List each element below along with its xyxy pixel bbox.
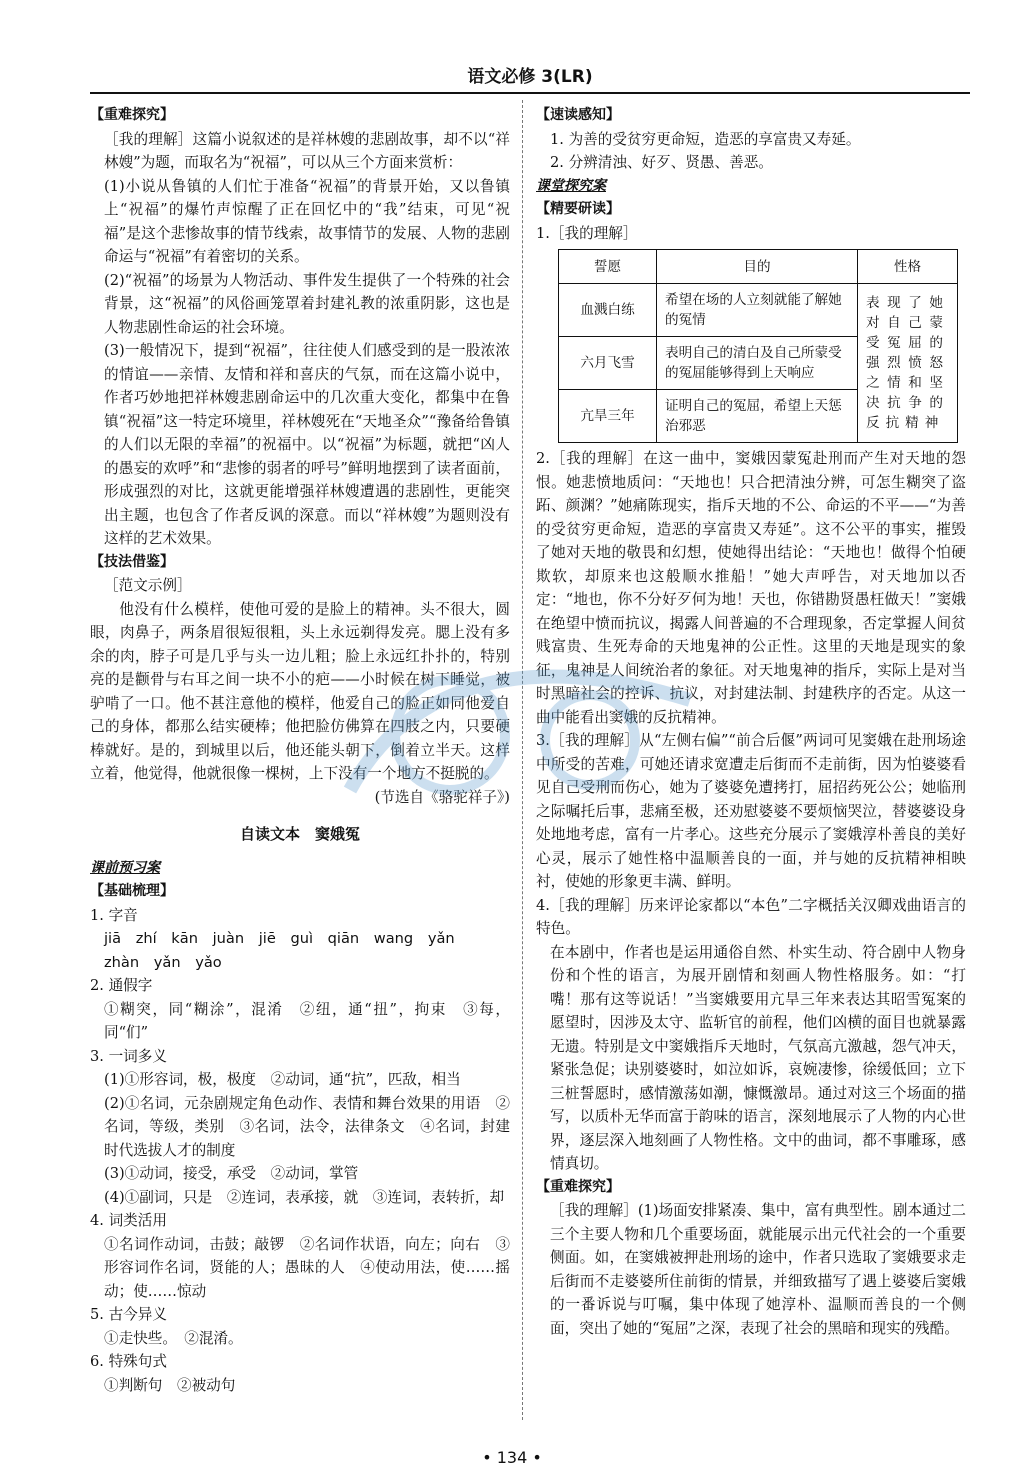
table-header-row xyxy=(559,250,958,284)
question-label: 1.［我的理解］ xyxy=(536,224,638,242)
item-text: 1. 为善的受贫穷更命短，造恶的享富贵又寿延。 xyxy=(550,130,861,148)
item-label: 1. 字音 xyxy=(90,906,138,924)
page-header xyxy=(90,58,970,94)
paragraph: (1)小说从鲁镇的人们忙于准备“祝福”的背景开始，又以鲁镇上“祝福”的爆竹声惊醒了正在回忆中的“我”结束，可见“祝福”是这个悲惨故事的情节线索，故事情节的发展、人物的悲剧命运与“祝福”有着密切的关系。 xyxy=(104,177,510,265)
purpose-cell: 希望在场的人立刻就能了解她的冤情 xyxy=(657,284,858,337)
item-text: (1)①形容词，极，极度 ②动词，通“抗”，匹敌，相当 xyxy=(104,1071,461,1088)
table-header-cell: 性格 xyxy=(858,250,958,284)
section-title-quick-read: 【速读感知】 xyxy=(536,107,620,123)
item-label: 2. 通假字 xyxy=(90,977,153,994)
section-title-difficulty: 【重难探究】 xyxy=(90,107,174,123)
watermark-logo xyxy=(330,640,710,820)
item-text: ①糊突，同“糊涂”，混淆 ②纽，通“扭”，拘束 ③每，同“们” xyxy=(104,1000,510,1041)
example-label: ［范文示例］ xyxy=(104,577,192,594)
vow-table xyxy=(558,249,958,443)
answer-paragraph: 2.［我的理解］在这一曲中，窦娥因蒙冤赴刑而产生对天地的怨恨。她悲愤地质问：“天地也！只合把清浊分辨，可怎生糊突了盗跖、颜渊？”她痛陈现实，指斥天地的不公、命运的不平——“为善的受贫穷更命短，造恶的享富贵又寿延”。这不公平的事实，摧毁了她对天地的敬畏和幻想，使她得出结论：“天地也！做得个怕硬欺软，却原来也这般顺水推船！”她大声呼告，对天地加以否定：“地也，你不分好歹何为地！天也，你错勘贤愚枉做天！”窦娥在绝望中愤而抗议，揭露人间普遍的不合理现象，否定掌握人间贫贱富贵、生死寿命的天地鬼神的公正性。这里的天地是现实的象征，鬼神是人间统治者的象征。对天地鬼神的指斥，实际上是对当时黑暗社会的控诉、抗议，对封建法制、封建秩序的否定。从这一曲中能看出窦娥的反抗精神。 xyxy=(536,450,966,726)
item-text: (4)①副词，只是 ②连词，表承接，就 ③连词，表转折，却 xyxy=(104,1188,505,1206)
answer-paragraph: 3.［我的理解］从“左侧右偏”“前合后偃”两词可见窦娥在赴刑场途中所受的苦难，可她还请求宽遭走后街而不走前街，因为怕婆婆看见自己受刑而伤心，她为了婆婆免遭拷打，屈招药死公公；她临刑之际嘱托后事，悲痛至极，还劝慰婆婆不要烦恼哭泣，替婆婆设身处地地考虑，富有一片孝心。这些充分展示了窦娥淳朴善良的美好心灵，展示了她性格中温顺善良的一面，并与她的反抗精神相映衬，使她的形象更丰满、鲜明。 xyxy=(536,732,966,890)
section-title-basics: 【基础梳理】 xyxy=(90,883,174,899)
item-text: (3)①动词，接受，承受 ②动词，掌管 xyxy=(104,1165,359,1182)
item-text: ①判断句 ②被动句 xyxy=(104,1376,236,1394)
table-row xyxy=(559,284,958,337)
preview-subtitle: 课前预习案 xyxy=(90,859,160,876)
paragraph: (3)一般情况下，提到“祝福”，往往使人们感受到的是一股浓浓的情谊——亲情、友情和祥和喜庆的气氛，而在这篇小说中，作者巧妙地把祥林嫂悲剧命运中的几次重大变化，都集中在鲁镇“祝福”这一特定环境里，祥林嫂死在“天地圣众”“豫备给鲁镇的人们以无限的幸福”的祝福中。以“祝福”为标题，就把“凶人的愚妄的欢呼”和“悲惨的弱者的呼号”鲜明地摆到了读者面前，形成强烈的对比，这就更能增强祥林嫂遭遇的悲剧性，更能突出主题，也包含了作者反讽的深意。而以“祥林嫂”为题则没有这样的艺术效果。 xyxy=(104,342,510,547)
item-text: (2)①名词，元杂剧规定角色动作、表情和舞台效果的用语 ②名词，等级，类别 ③名词，法令，法律条文 ④名词，封建时代选拔人才的制度 xyxy=(104,1094,510,1159)
classroom-subtitle: 课堂探究案 xyxy=(536,177,606,194)
section-title-key-reading: 【精要研读】 xyxy=(536,201,620,217)
section-title-technique: 【技法借鉴】 xyxy=(90,553,174,570)
item-label: 5. 古今异义 xyxy=(90,1306,167,1323)
vow-cell: 六月飞雪 xyxy=(559,337,657,390)
self-reading-heading: 自读文本 窦娥冤 xyxy=(239,825,360,843)
item-label: 6. 特殊句式 xyxy=(90,1353,167,1370)
purpose-cell: 证明自己的冤屈，希望上天惩治邪恶 xyxy=(657,390,858,443)
purpose-cell: 表明自己的清白及自己所蒙受的冤屈能够得到上天响应 xyxy=(657,337,858,390)
item-text: ①名词作动词，击鼓；敲锣 ②名词作状语，向左；向右 ③形容词作名词，贤能的人；愚昧的人 ④使动用法，使……摇动；使……惊动 xyxy=(104,1235,510,1300)
pinyin-line: jiā zhí kān juàn jiē guì qiān wang yǎn xyxy=(104,930,455,947)
paragraph: ［我的理解］这篇小说叙述的是祥林嫂的悲剧故事，却不以“祥林嫂”为题，而取名为“祝福”，可以从三个方面来赏析： xyxy=(104,130,510,171)
answer-paragraph: 在本剧中，作者也是运用通俗自然、朴实生动、符合剧中人物身份和个性的语言，为展开剧情和刻画人物性格服务。如：“打嘴！那有这等说话！”当窦娥要用亢旱三年来表达其昭雪冤案的愿望时，因涉及太守、监斩官的前程，他们凶横的面目也就暴露无遗。特别是文中窦娥指斥天地时，气氛高亢激越，怨气冲天，紧张急促；诀别婆婆时，如泣如诉，哀婉凄惨，徐缓低回；立下三桩誓愿时，感情激荡如潮，慷慨激昂。通过对这三个场面的描写，以质朴无华而富于韵味的语言，深刻地展示了人物的内心世界，逐层深入地刻画了人物性格。文中的曲词，都不事雕琢，感情真切。 xyxy=(550,943,966,1172)
answer-paragraph: 4.［我的理解］历来评论家都以“本色”二字概括关汉卿戏曲语言的特色。 xyxy=(536,896,966,937)
vow-cell: 血溅白练 xyxy=(559,284,657,337)
character-cell: 表现了她对自己蒙受冤屈的强烈愤怒之情和坚决抗争的反抗精神 xyxy=(858,284,958,443)
example-text: 他没有什么模样，使他可爱的是脸上的精神。头不很大，圆眼，肉鼻子，两条眉很短很粗，头上永远剃得发亮。腮上没有多余的肉，脖子可是几乎与头一边儿粗；脸上永远红扑扑的，特别亮的是颧骨与右耳之间一块不小的疤——小时候在树下睡觉，被驴啃了一口。他不甚注意他的模样，他爱自己的脸正如同他爱自己的身体，都那么结实硬棒；他把脸仿佛算在四肢之内，只要硬棒就好。是的，到城里以后，他还能头朝下，倒着立半天。这样立着，他觉得，他就很像一棵树，上下没有一个地方不挺脱的。 xyxy=(90,600,510,782)
item-label: 3. 一词多义 xyxy=(90,1047,167,1065)
table-header-cell: 誓愿 xyxy=(559,250,657,284)
watermark-circle xyxy=(545,695,635,785)
answer-paragraph: ［我的理解］(1)场面安排紧凑、集中，富有典型性。剧本通过二三个主要人物和几个重要场面，就能展示出元代社会的一个重要侧面。如，在窦娥被押赴刑场的途中，作者只选取了窦娥要求走后街而不走婆婆所住前街的情景，并细致描写了遇上婆婆后窦娥的一番诉说与叮嘱，集中体现了她淳朴、温顺而善良的一个侧面，突出了她的“冤屈”之深，表现了社会的黑暗和现实的残酷。 xyxy=(550,1202,966,1337)
page-number: • 134 • xyxy=(482,1448,542,1467)
item-text: ①走快些。 ②混淆。 xyxy=(104,1329,243,1347)
table-header-cell: 目的 xyxy=(657,250,858,284)
section-title-difficulty-2: 【重难探究】 xyxy=(536,1178,620,1195)
vow-cell: 亢旱三年 xyxy=(559,390,657,443)
pinyin-line: zhàn yǎn yǎo xyxy=(104,953,222,971)
item-label: 4. 词类活用 xyxy=(90,1212,167,1229)
header-title: 语文必修 3(LR) xyxy=(467,67,593,87)
example-source: (节选自《骆驼祥子》) xyxy=(374,788,510,806)
paragraph: (2)“祝福”的场景为人物活动、事件发生提供了一个特殊的社会背景，这“祝福”的风俗画笼罩着封建礼教的浓重阴影，这也是人物悲剧性命运的社会环境。 xyxy=(104,271,510,336)
item-text: 2. 分辨清浊、好歹、贤愚、善恶。 xyxy=(550,154,773,171)
